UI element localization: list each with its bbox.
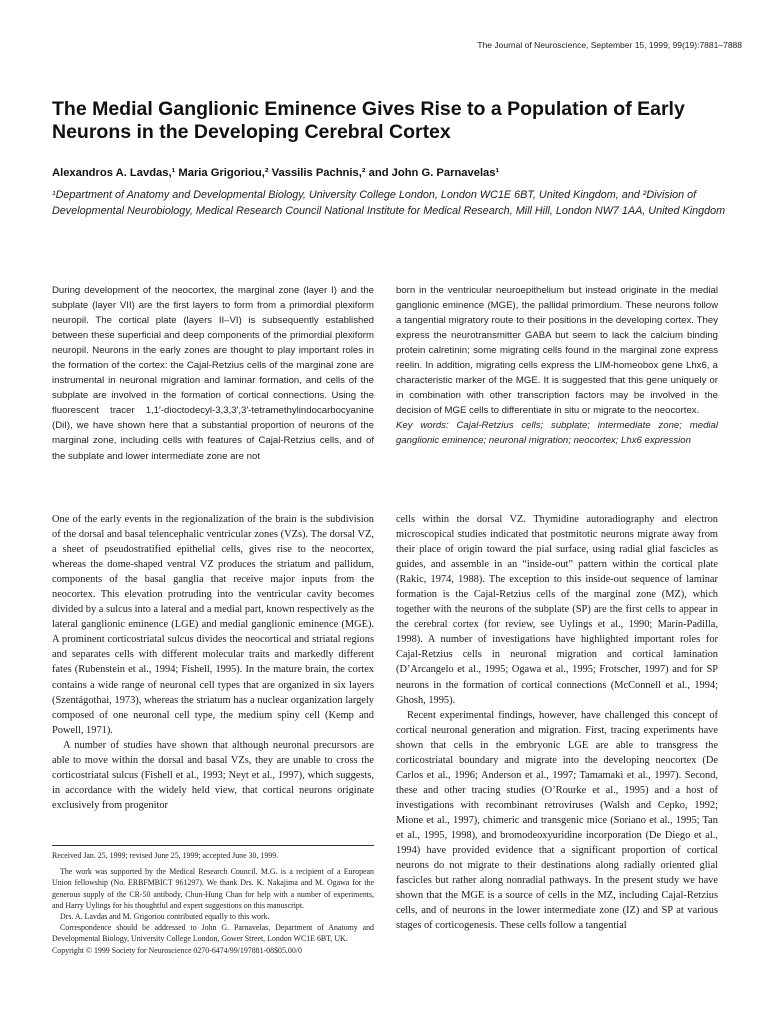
footnote-divider xyxy=(52,845,374,846)
abstract-right-column xyxy=(396,283,718,449)
copyright-line: Copyright © 1999 Society for Neuroscience 0270-6474/99/197881-08$05.00/0 xyxy=(52,945,302,955)
abstract-left-column xyxy=(52,283,374,464)
body-paragraph: Recent experimental findings, however, have challenged this concept of cortical neuronal generation and migration. First, tracing experiments have shown that cells in the embryonic LGE are able to transgress the corticostriatal boundary and migrate into the developing neocortex (De Carlos et al., 1996; Anderson et al., 1997; Tamamaki et al., 1997). Second, these and other tracing studies (O’Rourke et al., 1995) and a host of investigations with recombinant retroviruses (Walsh and Cepko, 1992; Mione et al., 1997), chimeric and transgenic mice (Soriano et al., 1995; Tan et al., 1995, 1998), and bromodeoxyuridine incorporation (De Diego et al., 1994) have provided evidence that a significant proportion of cortical neurons do not migrate to their destinations along radially oriented glial fascicles but rather along nonradial pathways. In the present study we have shown that the MGE is a source of cells in the MZ, including Cajal-Retzius cells, and of neurons in the lower intermediate zone (IZ) and SP at various stages of corticogenesis. These cells follow a tangential xyxy=(396,709,718,932)
affiliations: ¹Department of Anatomy and Developmental Biology, University College London, London WC1E 6BT, United Kingdom, and ²Division of Developmental Neurobiology, Medical Research Council National Institute for Medical Research, Mill Hill, London NW7 1AA, United Kingdom xyxy=(52,189,726,217)
received-dates: Received Jan. 25, 1999; revised June 25, 1999; accepted June 30, 1999. xyxy=(52,851,279,860)
abstract-text-part2: born in the ventricular neuroepithelium but instead originate in the medial ganglionic eminence (MGE), the pallidal primordium. These neurons follow a tangential migratory route to their positions in the developing cortex. They express the neurotransmitter GABA but seem to lack the calcium binding protein calretinin; some migrating cells found in the marginal zone express reelin. In addition, migrating cells express the LIM-homeobox gene Lhx6, a characteristic marker of the MGE. It is suggested that this gene uniquely or in combination with other transcription factors may be involved in the decision of MGE cells to differentiate in situ or migrate to the neocortex. xyxy=(396,285,718,417)
journal-header: The Journal of Neuroscience, September 15, 1999, 99(19):7881–7888 xyxy=(477,40,742,50)
body-paragraph: cells within the dorsal VZ. Thymidine autoradiography and electron microscopical studies indicated that postmitotic neurons migrate away from their place of origin toward the pial surface, using radial glial fascicles as guides, and assemble in an “inside-out” pattern within the cortical plate (Rakic, 1974, 1988). The exception to this inside-out sequence of laminar formation is the Cajal-Retzius cells of the marginal zone (MZ), which together with the neurons of the subplate (SP) are the first cells to appear in the cerebral cortex (for review, see Uylings et al., 1990; Marín-Padilla, 1998). A number of investigations have highlighted important roles for Cajal-Retzius cells in neuronal migration and cortical lamination (D’Arcangelo et al., 1995; Ogawa et al., 1995; Frotscher, 1997) and for SP neurons in the formation of cortical connections (McConnell et al., 1994; Ghosh, 1995). xyxy=(396,514,718,706)
keywords: Key words: Cajal-Retzius cells; subplate; intermediate zone; medial ganglionic eminence; neuronal migration; neocortex; Lhx6 expression xyxy=(396,420,718,447)
abstract-text-part1: During development of the neocortex, the marginal zone (layer I) and the subplate (layer VII) are the first layers to form from a primordial plexiform neuropil. The cortical plate (layers II–VI) is subsequently established between these superficial and deep components of the primordial plexiform neuropil. Neurons in the early zones are thought to play important roles in the formation of the cortex: the Cajal-Retzius cells of the marginal zone are instrumental in neuronal migration and laminar formation, and cells of the subplate are involved in the formation of cortical connections. Using the fluorescent tracer 1,1′-dioctodecyl-3,3,3′,3′-tetramethylindocarbocyanine (DiI), we have shown here that a substantial proportion of neurons of the marginal zone, including cells with features of Cajal-Retzius cells, and of the subplate and lower intermediate zone are not xyxy=(52,285,374,462)
equal-contribution-note: Drs. A. Lavdas and M. Grigoriou contributed equally to this work. xyxy=(60,912,270,922)
article-title: The Medial Ganglionic Eminence Gives Rise to a Population of Early Neurons in the Developing Cerebral Cortex xyxy=(52,98,685,143)
body-paragraph: One of the early events in the regionalization of the brain is the subdivision of the dorsal and basal telencephalic ventricular zones (VZs). The dorsal VZ, a sheet of pseudostratified epithelial cells, gives rise to the neocortex, whereas the dome-shaped ventral VZ produces the striatum and pallidum, components of the basal ganglia that receive major inputs from the neocortex. This elevation protruding into the ventricular cavity becomes divided by a sulcus into a lateral and a medial part, known respectively as the lateral ganglionic eminence (LGE) and medial ganglionic eminence (MGE). A prominent corticostriatal sulcus divides the neocortical and striatal regions and separates cells with different molecular traits and markedly different fates (Rubenstein et al., 1994; Fishell, 1995). In the mature brain, the cortex contains a wide range of neuronal cell types that are organized in six layers (Szentágothai, 1973), whereas the striatum has a nuclear organization largely composed of one neuronal cell type, the medium spiny cell (Kemp and Powell, 1971). xyxy=(52,514,374,736)
author-list: Alexandros A. Lavdas,¹ Maria Grigoriou,² Vassilis Pachnis,² and John G. Parnavelas¹ xyxy=(52,167,500,179)
body-left-column xyxy=(52,512,374,813)
body-right-column xyxy=(396,512,718,933)
body-paragraph: A number of studies have shown that although neuronal precursors are able to move within the dorsal and basal VZs, they are unable to cross the corticostriatal sulcus (Fishell et al., 1993; Neyt et al., 1997), which suggests, in accordance with the widely held view, that cortical neurons originate exclusively from progenitor xyxy=(52,739,374,811)
footnotes xyxy=(52,850,374,956)
correspondence-note: Correspondence should be addressed to John G. Parnavelas, Department of Anatomy and Developmental Biology, University College London, Gower Street, London WC1E 6BT, UK. xyxy=(52,923,374,944)
funding-acknowledgment: The work was supported by the Medical Research Council. M.G. is a recipient of a European Union fellowship (No. ERBFMBICT 961297). We thank Drs. K. Nakajima and M. Ogawa for the generous supply of the CR-50 antibody, Chun-Hung Chan for help with a number of experiments, and Harry Uylings for his thoughtful and expert suggestions on this manuscript. xyxy=(52,867,374,910)
